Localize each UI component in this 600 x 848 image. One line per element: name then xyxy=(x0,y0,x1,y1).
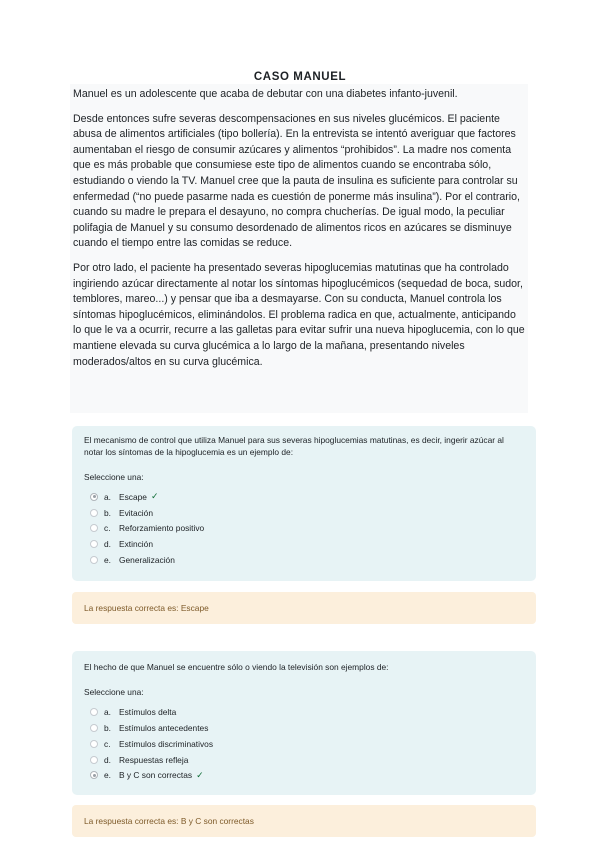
option-b[interactable] xyxy=(84,720,524,736)
radio[interactable] xyxy=(90,556,98,564)
radio-selected[interactable] xyxy=(90,771,98,779)
question-text: El hecho de que Manuel se encuentre sólo o viendo la televisión son ejemplos de: xyxy=(84,662,389,672)
radio[interactable] xyxy=(90,708,98,716)
option-letter: a. xyxy=(104,707,111,718)
option-label: Generalización xyxy=(119,554,175,565)
option-letter: b. xyxy=(104,507,111,518)
option-label: Estímulos antecedentes xyxy=(119,723,209,734)
radio-selected[interactable] xyxy=(90,493,98,501)
radio[interactable] xyxy=(90,724,98,732)
select-prompt: Seleccione una: xyxy=(84,471,144,482)
option-label: Estímulos discriminativos xyxy=(119,738,214,749)
check-icon: ✓ xyxy=(196,769,204,780)
question-text: El mecanismo de control que utiliza Manuel para sus severas hipoglucemias matutinas, es decir, ingerir azúcar al notar los síntomas de la hipoglucemia es un ejemplo de: xyxy=(84,435,504,458)
option-letter: a. xyxy=(104,491,111,502)
question-2 xyxy=(72,651,536,795)
option-label: B y C son correctas xyxy=(119,770,193,781)
option-a[interactable] xyxy=(84,704,524,720)
case-paragraph: Manuel es un adolescente que acaba de debutar con una diabetes infanto-juvenil. xyxy=(73,88,458,100)
option-label: Estímulos delta xyxy=(119,707,177,718)
option-d[interactable] xyxy=(84,536,524,552)
option-letter: c. xyxy=(104,738,111,749)
radio[interactable] xyxy=(90,756,98,764)
option-d[interactable] xyxy=(84,752,524,768)
radio[interactable] xyxy=(90,740,98,748)
option-e[interactable] xyxy=(84,768,524,784)
check-icon: ✓ xyxy=(150,491,159,502)
question-1 xyxy=(72,426,536,581)
case-paragraph: Por otro lado, el paciente ha presentado severas hipoglucemias matutinas que ha controlado ingiriendo azúcar directamente al notar los síntomas hipoglucémicos (sequedad de boca, sudor, temblores, mareo...) y pensar que iba a desmayarse. Con su conducta, Manuel controla los síntomas hipoglucémicos, eliminándolos. El problema radica en que, actualmente, anticipando lo que le va a ocurrir, recurre a las galletas para evitar sufrir una nueva hipoglucemia, con lo que mantiene elevada su curva glucémica a lo largo de la mañana, presentando niveles moderados/altos en su curva glucémica. xyxy=(73,261,525,368)
option-b[interactable] xyxy=(84,505,524,521)
option-label: Evitación xyxy=(119,507,153,518)
radio[interactable] xyxy=(90,524,98,532)
radio[interactable] xyxy=(90,540,98,548)
option-label: Reforzamiento positivo xyxy=(119,523,205,534)
option-c[interactable] xyxy=(84,736,524,752)
option-label: Escape xyxy=(119,491,147,502)
correct-answer-feedback: La respuesta correcta es: Escape xyxy=(72,592,536,624)
option-letter: d. xyxy=(104,754,111,765)
case-description xyxy=(70,84,528,413)
option-label: Extinción xyxy=(119,539,153,550)
option-letter: b. xyxy=(104,723,111,734)
option-e[interactable] xyxy=(84,552,524,568)
option-letter: d. xyxy=(104,539,111,550)
option-letter: c. xyxy=(104,523,111,534)
select-prompt: Seleccione una: xyxy=(84,687,144,698)
radio[interactable] xyxy=(90,509,98,517)
option-c[interactable] xyxy=(84,520,524,536)
option-letter: e. xyxy=(104,770,111,781)
case-title: CASO MANUEL xyxy=(253,71,347,83)
option-letter: e. xyxy=(104,554,111,565)
option-a[interactable] xyxy=(84,489,524,505)
case-paragraph: Desde entonces sufre severas descompensaciones en sus niveles glucémicos. El paciente abusa de alimentos artificiales (tipo bollería). En la entrevista se intentó averiguar que factores aumentaban el riesgo de consumir azúcares y alimentos “prohibidos”. La madre nos comenta que es más probable que consumiese este tipo de alimentos cuando se encontraba sólo, estudiando o viendo la TV. Manuel cree que la pauta de insulina es suficiente para controlar su enfermedad (“no puede pasarme nada es cuestión de ponerme más insulina”). Por el contrario, cuando su madre le prepara el desayuno, no compra chucherías. De igual modo, la peculiar polifagia de Manuel y su consumo desordenado de alimentos ricos en azúcares se disminuye cuando el tiempo entre las comidas se reduce. xyxy=(73,112,520,250)
option-label: Respuestas refleja xyxy=(119,754,189,765)
correct-answer-feedback: La respuesta correcta es: B y C son correctas xyxy=(72,805,536,837)
